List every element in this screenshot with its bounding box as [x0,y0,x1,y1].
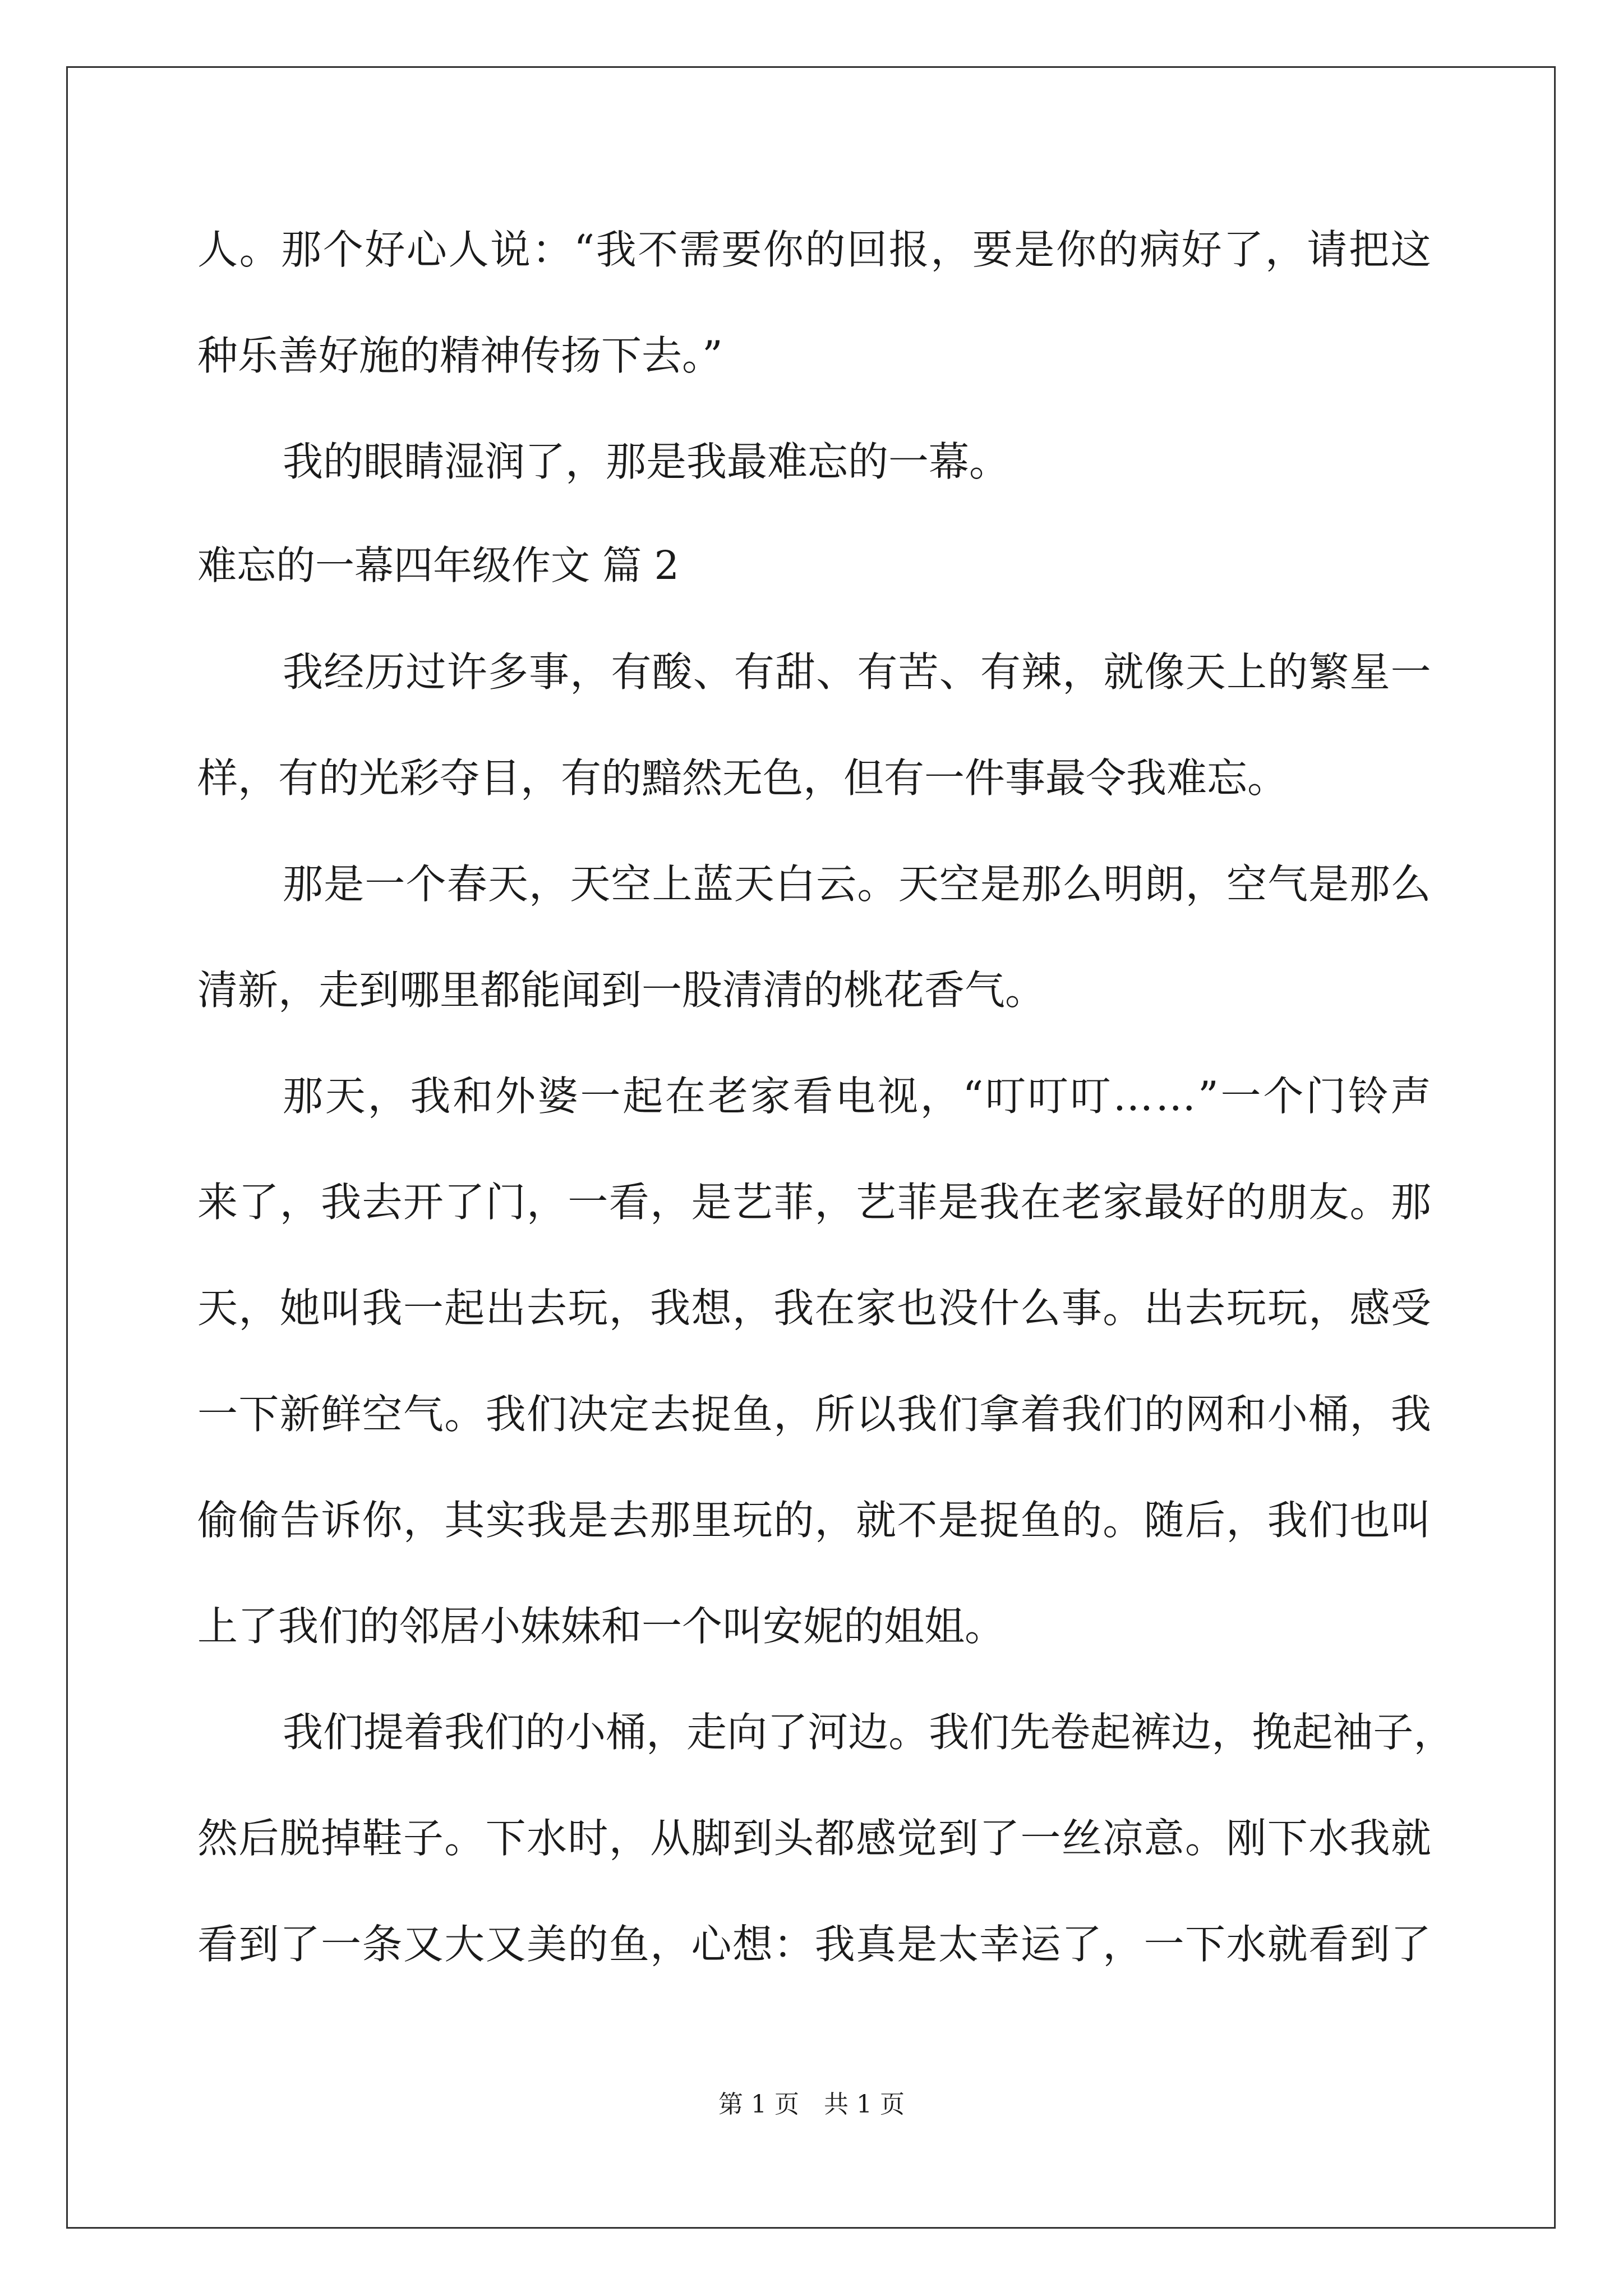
text-line: 人 。 那 个 好 心 人 说 ： “ 我 不 需 要 你 的 回 报 ， 要 是 你 的 病 好 了 ， 请 把 这 [197,226,1431,273]
text-line: 种乐善好施的精神传扬下去。” [197,332,723,379]
text-line: 样，有的光彩夺目，有的黯然无色，但有一件事最令我难忘。 [197,754,1288,802]
text-line: 来 了 ， 我 去 开 了 门 ， 一 看 ， 是 艺 菲 ， 艺 菲 是 我 在 老 家 最 好 的 朋 友 。 那 [197,1179,1431,1226]
text-line: 一 下 新 鲜 空 气 。 我 们 决 定 去 捉 鱼 ， 所 以 我 们 拿 着 我 们 的 网 和 小 桶 ， 我 [197,1391,1431,1438]
text-line: 偷 偷 告 诉 你 ， 其 实 我 是 去 那 里 玩 的 ， 就 不 是 捉 鱼 的 。 随 后 ， 我 们 也 叫 [197,1497,1431,1544]
text-line: 我的眼睛湿润了，那是我最难忘的一幕。 [283,438,1010,485]
text-line: 那 是 一 个 春 天 ， 天 空 上 蓝 天 白 云 。 天 空 是 那 么 明 朗 ， 空 气 是 那 么 [283,861,1431,908]
text-line: 然 后 脱 掉 鞋 子 。 下 水 时 ， 从 脚 到 头 都 感 觉 到 了 一 丝 凉 意 。 刚 下 水 我 就 [197,1815,1431,1862]
text-line: 我 经 历 过 许 多 事 ， 有 酸 、 有 甜 、 有 苦 、 有 辣 ， 就 像 天 上 的 繁 星 一 [283,648,1431,696]
text-line: 那 天 ， 我 和 外 婆 一 起 在 老 家 看 电 视 ， “ 叮 叮 叮 … … ” 一 个 门 铃 声 [283,1073,1431,1120]
text-line: 清新，走到哪里都能闻到一股清清的桃花香气。 [197,967,1046,1014]
text-line: 上了我们的邻居小妹妹和一个叫安妮的姐姐。 [197,1603,1006,1650]
text-line: 天 ， 她 叫 我 一 起 出 去 玩 ， 我 想 ， 我 在 家 也 没 什 么 事 。 出 去 玩 玩 ， 感 受 [197,1285,1431,1332]
text-line: 看 到 了 一 条 又 大 又 美 的 鱼 ， 心 想 ： 我 真 是 太 幸 运 了 ， 一 下 水 就 看 到 了 [197,1921,1431,1968]
page-border [66,66,1556,2229]
section-heading: 难忘的一幕四年级作文 篇 2 [197,542,680,588]
page-footer: 第 1 页 共 1 页 [718,2090,905,2119]
text-line: 我 们 提 着 我 们 的 小 桶 ， 走 向 了 河 边 。 我 们 先 卷 起 裤 边 ， 挽 起 袖 子 ， [283,1709,1454,1756]
